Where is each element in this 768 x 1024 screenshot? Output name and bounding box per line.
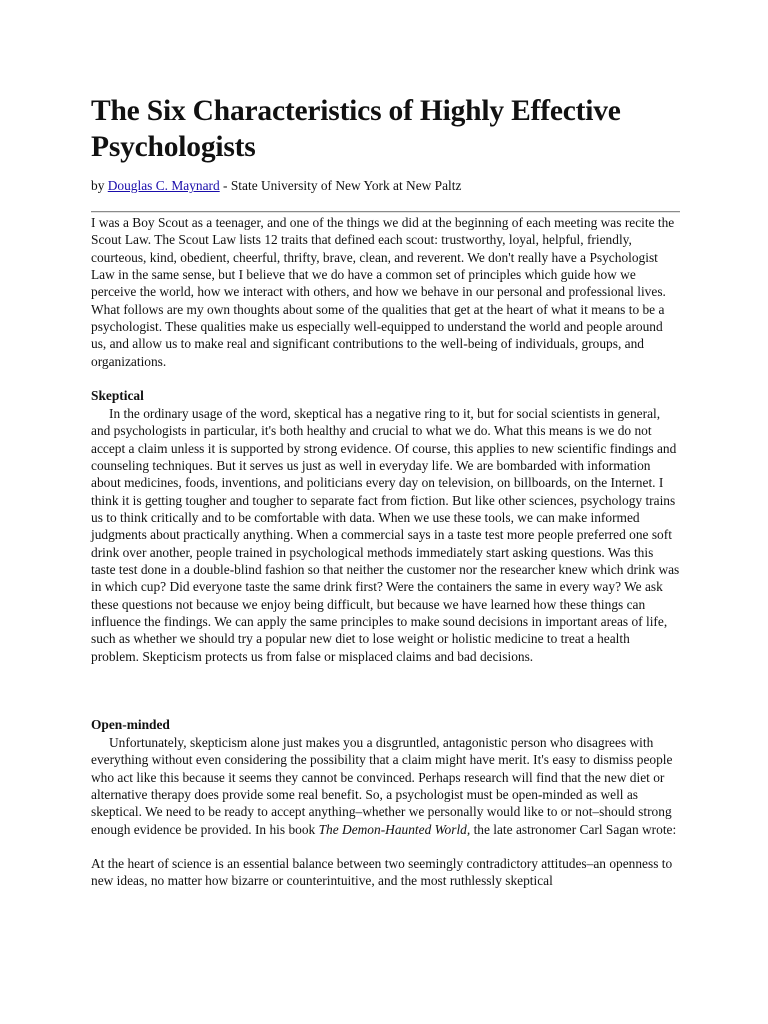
open-minded-text: Unfortunately, skepticism alone just makes you a disgruntled, antagonistic person who disagrees with everything without even considering the possibility that a claim might have merit. It's easy to dismiss people who act like this because it seems they cannot be convinced. Perhaps research will find that the new diet or alternative therapy does provide some real benefit. So, a psychologist must be open-minded as well as skeptical. We need to be ready to accept anything–whether we personally would like to or not–should strong enough evidence be provided. In his book [91,735,673,837]
section-paragraph-open-minded [91,734,680,838]
section-heading-skeptical: Skeptical [91,388,144,403]
byline-prefix: by [91,178,108,193]
open-minded-text-end: the late astronomer Carl Sagan wrote: [470,821,677,837]
section-heading-open-minded: Open-minded [91,717,170,732]
byline [91,177,461,194]
sagan-quote: At the heart of science is an essential balance between two seemingly contradictory attitudes–an openness to new ideas, no matter how bizarre or counterintuitive, and the most ruthlessly skeptical [91,856,673,889]
author-link[interactable]: Douglas C. Maynard [107,178,220,193]
byline-affiliation: - State University of New York at New Paltz [219,178,462,193]
book-title: The Demon-Haunted World, [318,821,471,837]
horizontal-rule [91,211,680,213]
intro-paragraph: I was a Boy Scout as a teenager, and one of the things we did at the beginning of each meeting was recite the Scout Law. The Scout Law lists 12 traits that defined each scout: trustworthy, loyal, helpful, friendly, courteous, kind, obedient, cheerful, thrifty, brave, clean, and reverent. We don't really have a Psychologist Law in the same sense, but I believe that we do have a common set of principles which guide how we perceive the world, how we interact with others, and how we behave in our personal and professional lives. What follows are my own thoughts about some of the qualities that get at the heart of what it means to be a psychologist. These qualities make us especially well-equipped to understand the world and people around us, and allow us to make real and significant contributions to the well-being of individuals, groups, and organizations. [91,215,675,369]
section-paragraph-skeptical: In the ordinary usage of the word, skeptical has a negative ring to it, but for social scientists in general, and psychologists in particular, it's both healthy and crucial to what we do. What this means is we do not accept a claim unless it is supported by strong evidence. Of course, this applies to new scientific findings and counseling techniques. But it serves us just as well in everyday life. We are bombarded with information about medicines, foods, inventions, and politicians every day on television, on billboards, on the Internet. I think it is getting tougher and tougher to separate fact from fiction. But like other sciences, psychology trains us to think critically and to be comfortable with data. When we use these tools, we can make informed judgments about practically anything. When a commercial says in a taste test more people preferred one soft drink over another, people trained in psychological methods immediately start asking questions. Was this taste test done in a double-blind fashion so that neither the customer nor the researcher knew which drink was in which cup? Did everyone taste the same drink first? Were the containers the same in every way? We ask these questions not because we enjoy being difficult, but because we have learned how these things can influence the findings. We can apply the same principles to make sound decisions in important areas of life, such as whether we should try a popular new diet to lose weight or holistic medicine to treat a health problem. Skepticism protects us from false or misplaced claims and bad decisions. [91,406,680,664]
article-title: The Six Characteristics of Highly Effective Psychologists [91,95,621,163]
